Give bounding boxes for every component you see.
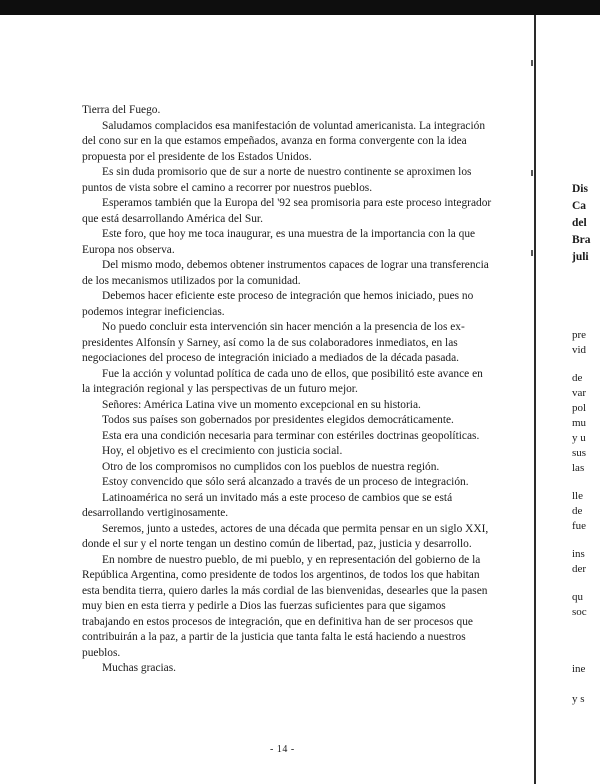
facing-text-line: ine [572, 663, 586, 675]
paragraph-10: Señores: América Latina vive un momento excepcional en su historia. [102, 398, 421, 411]
scan-top-edge [0, 0, 600, 15]
facing-text-line: y u [572, 432, 586, 444]
facing-page-fragment [572, 0, 600, 784]
paragraph-4: Esperamos también que la Europa del '92 sea promisoria para este proceso integrador que está desarrollando América del Sur. [82, 197, 492, 225]
paragraph-5: Este foro, que hoy me toca inaugurar, es una muestra de la importancia con la que Europa nos observa. [82, 228, 476, 256]
facing-text-line: de [572, 505, 583, 517]
book-spine-shadow [534, 15, 536, 784]
spine-speck [531, 170, 533, 176]
facing-text-line: der [572, 563, 587, 575]
paragraph-1: Tierra del Fuego. [82, 104, 161, 116]
page-body [82, 103, 492, 677]
spine-speck [531, 60, 533, 66]
facing-heading-line: del [572, 217, 587, 229]
facing-text-line: qu [572, 591, 583, 603]
paragraph-13: Hoy, el objetivo es el crecimiento con justicia social. [102, 445, 343, 457]
facing-text-line: de [572, 372, 583, 384]
facing-text-line: sus [572, 447, 587, 459]
paragraph-12: Esta era una condición necesaria para terminar con estériles doctrinas geopolíticas. [102, 429, 480, 442]
paragraph-6: Del mismo modo, debemos obtener instrumentos capaces de lograr una transferencia de los mecanismos utilizados por la comunidad. [82, 259, 489, 287]
facing-heading-line: juli [572, 251, 589, 263]
paragraph-17: Seremos, junto a ustedes, actores de una década que permita pensar en un siglo XXI, donde el sur y el norte tengan un destino común de libertad, paz, justicia y desarrollo. [82, 522, 489, 550]
facing-text-line: fue [572, 520, 587, 532]
paragraph-11: Todos sus países son gobernados por presidentes elegidos democráticamente. [102, 414, 454, 426]
facing-text-line: ins [572, 548, 585, 560]
paragraph-18: En nombre de nuestro pueblo, de mi pueblo, y en representación del gobierno de la República Argentina, como presidente de todos los argentinos, de todos los que habitan esta bendita tierra, quiero darles la más cordial de las bienvenidas, desearles que la pasen muy bien en esta tierra y pedirle a Dios las fuerzas suficientes para que sigamos trabajando en estos procesos de integración, que en definitiva han de ser procesos que contribuirán a la paz, a partir de la justicia que tanta falta le está haciendo a nuestros pueblos. [82, 553, 488, 659]
paragraph-8: No puedo concluir esta intervención sin hacer mención a la presencia de los ex-presidentes Alfonsín y Sarney, así como la de sus colaboradores inmediatos, en las negociaciones del proceso de integración iniciado a mediados de la década pasada. [82, 321, 465, 364]
paragraph-16: Latinoamérica no será un invitado más a este proceso de cambios que se está desarrollando vertiginosamente. [82, 491, 453, 519]
facing-heading-line: Ca [572, 200, 587, 212]
paragraph-15: Estoy convencido que sólo será alcanzado a través de un proceso de integración. [102, 476, 469, 488]
paragraph-7: Debemos hacer eficiente este proceso de integración que hemos iniciado, pues no podemos integrar ineficiencias. [82, 290, 474, 318]
paragraph-9: Fue la acción y voluntad política de cada uno de ellos, que posibilitó este avance en la integración regional y las perspectivas de un futuro mejor. [82, 367, 483, 395]
facing-text-line: lle [572, 490, 583, 502]
facing-text-line: las [572, 462, 585, 474]
facing-text-line: soc [572, 606, 587, 618]
paragraph-19: Muchas gracias. [102, 662, 177, 674]
facing-text-line: pol [572, 402, 587, 414]
page-number: - 14 - [270, 744, 295, 755]
spine-speck [531, 250, 533, 256]
facing-text-line: mu [572, 417, 587, 429]
facing-heading-line: Dis [572, 183, 588, 195]
facing-heading-line: Bra [572, 234, 591, 246]
facing-text-line: pre [572, 329, 587, 341]
facing-text-line: var [572, 387, 587, 399]
facing-text-line: vid [572, 344, 587, 356]
facing-text-line: y s [572, 693, 585, 705]
paragraph-3: Es sin duda promisorio que de sur a norte de nuestro continente se aproximen los puntos de vista sobre el camino a recorrer por nuestros pueblos. [82, 166, 472, 194]
paragraph-14: Otro de los compromisos no cumplidos con los pueblos de nuestra región. [102, 460, 440, 473]
paragraph-2: Saludamos complacidos esa manifestación de voluntad americanista. La integración del cono sur en la que estamos empeñados, avanza en forma convergente con la idea propuesta por el presidente de los Estados Unidos. [82, 119, 486, 163]
